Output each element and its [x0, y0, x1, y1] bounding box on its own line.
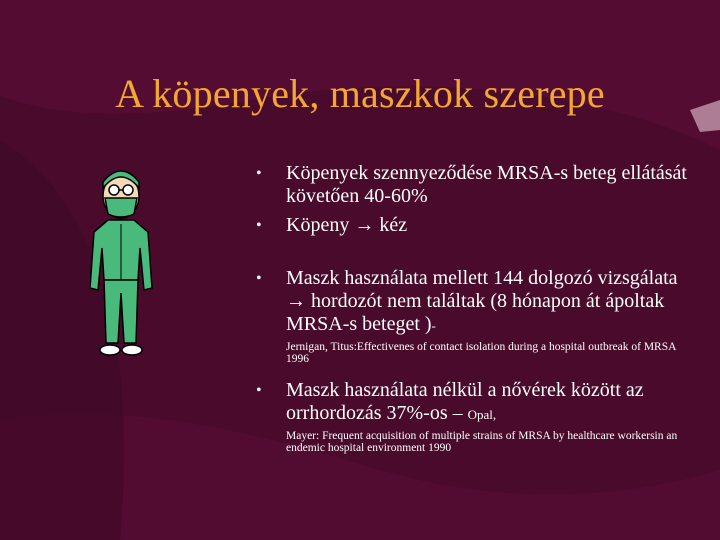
- citation-note: Jernigan, Titus:Effectivenes of contact isolation during a hospital outbreak of MRSA 1996: [286, 341, 676, 365]
- bullet-text: Köpenyek szennyeződése MRSA-s beteg ellátását követően 40-60%: [286, 162, 687, 207]
- bullet-dot: •: [256, 270, 262, 287]
- bullet-suffix: Opal,: [467, 407, 497, 422]
- masked-doctor-icon: [90, 168, 170, 368]
- bullet-item: [256, 162, 696, 208]
- bullet-suffix: -: [431, 318, 436, 333]
- bullet-item: [256, 267, 696, 365]
- bullet-dot: •: [256, 165, 262, 182]
- citation-note: Mayer: Frequent acquisition of multiple strains of MRSA by healthcare workersin an endemic hospital environment 1990: [286, 430, 678, 454]
- bullet-item: [256, 214, 696, 237]
- bullet-text: Maszk használata nélkül a nővérek között az orrhordozás 37%-os –: [286, 379, 644, 424]
- bullet-text: Köpeny → kéz: [286, 214, 408, 236]
- bullet-dot: •: [256, 217, 262, 234]
- bullet-list: [256, 162, 696, 454]
- slide-title: A köpenyek, maszkok szerepe: [115, 71, 605, 116]
- bullet-item: [256, 379, 696, 454]
- bullet-text: Maszk használata mellett 144 dolgozó vizsgálata → hordozót nem találtak (8 hónapon át ápoltak MRSA-s beteget ): [286, 267, 678, 335]
- bullet-dot: •: [256, 382, 262, 399]
